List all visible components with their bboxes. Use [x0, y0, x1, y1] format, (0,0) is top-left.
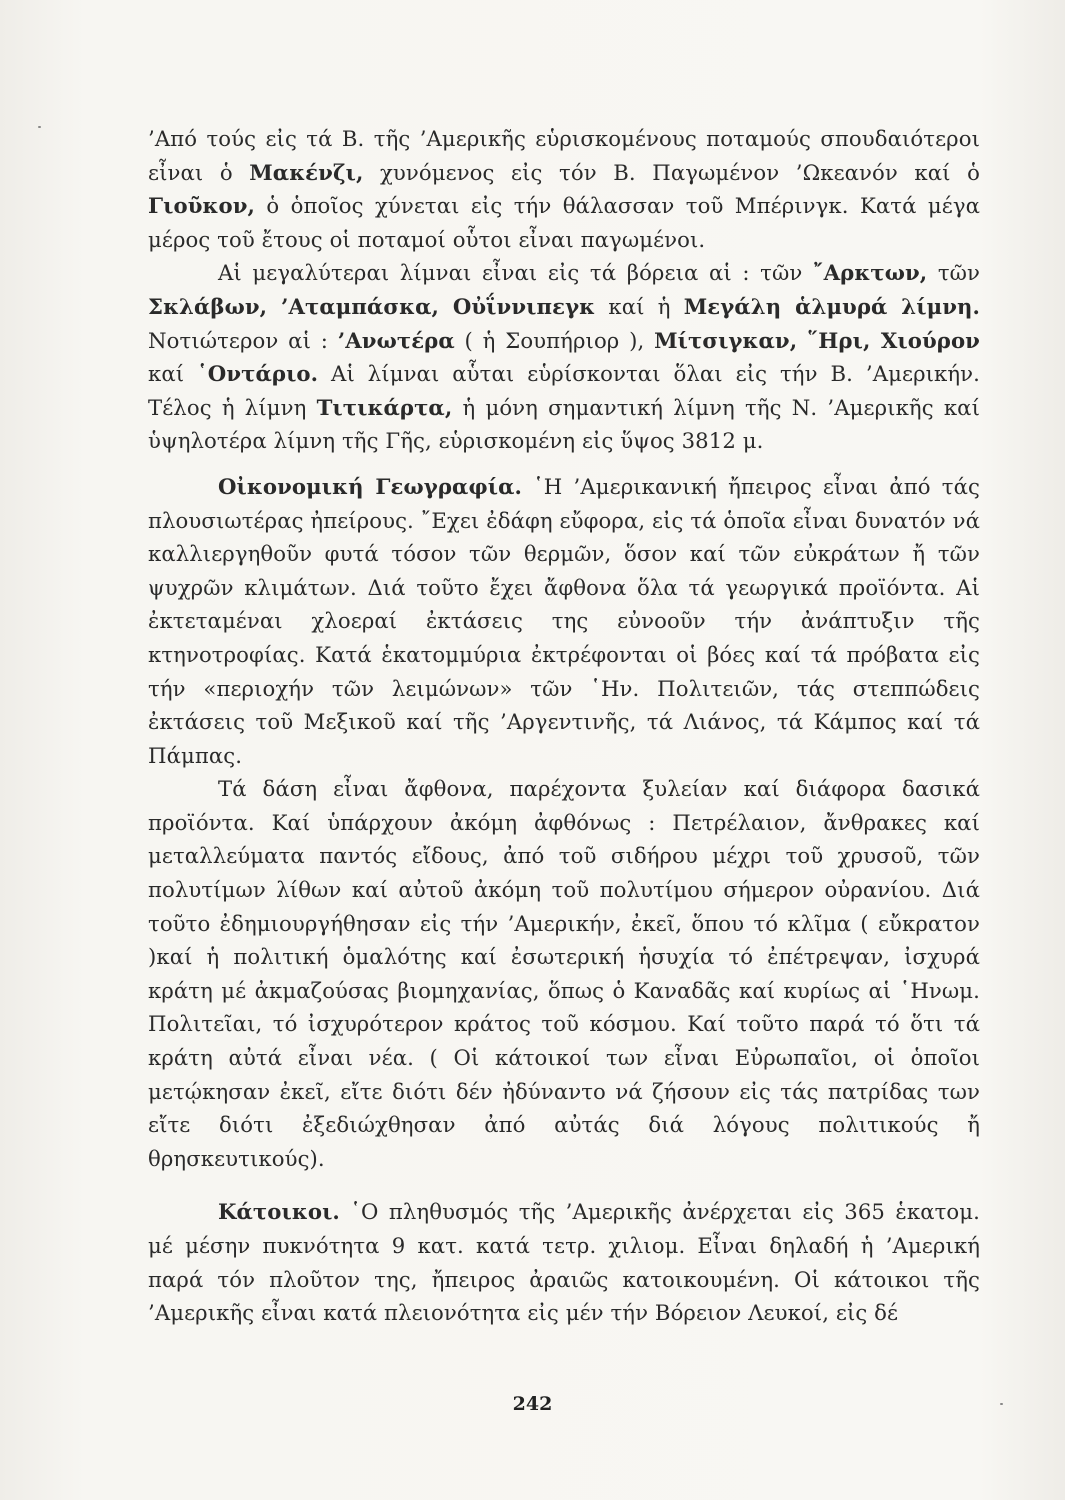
bold-term: Μακένζι, — [249, 159, 364, 185]
bold-term: ’Ανωτέρα — [337, 327, 455, 353]
bold-term: Οἰκονομική Γεωγραφία. — [218, 473, 522, 499]
text-run: χυνόμενος εἰς τόν Β. Παγωμένον ’Ωκεανόν καί ὁ — [363, 159, 980, 185]
bold-term: Μεγάλη ἁλμυρά λίμνη. — [683, 293, 980, 319]
paragraph-rivers — [148, 122, 980, 256]
bold-term: ῾Οντάριο. — [197, 361, 319, 387]
bold-term: Τιτικάρτα, — [316, 394, 453, 420]
text-run: ’Από τούς εἰς τά Β. τῆς ’Αμερικῆς εὑρισκομένους ποταμούς σπουδαιότεροι εἶναι ὁ — [148, 126, 980, 185]
text-run: ῾Η ’Αμερικανική ἤπειρος εἶναι ἀπό τάς πλουσιωτέρας ἠπείρους. ῎Εχει ἐδάφη εὔφορα, εἰς τά ὁποῖα εἶναι δυνατόν νά καλλιεργηθοῦν φυτά τόσον τῶν θερμῶν, ὅσον καί τῶν εὐκράτων ἤ τῶν ψυχρῶν κλιμάτων. Διά τοῦτο ἔχει ἄφθονα ὅλα τά γεωργικά προϊόντα. Αἱ ἐκτεταμέναι χλοεραί ἐκτάσεις της εὐνοοῦν τήν ἀνάπτυξιν τῆς κτηνοτροφίας. Κατά ἑκατομμύρια ἐκτρέφονται οἱ βόες καί τά πρόβατα εἰς τήν «περιοχήν τῶν λειμώνων» τῶν ῾Ην. Πολιτειῶν, τάς στεππώδεις ἐκτάσεις τοῦ Μεξικοῦ καί τῆς ’Αργεντινῆς, τά Λιάνος, τά Κάμπος καί τά Πάμπας. — [148, 473, 980, 768]
text-run: τῶν — [927, 260, 981, 286]
text-run: ὁ ὁποῖος χύνεται εἰς τήν θάλασσαν τοῦ Μπέρινγκ. Κατά μέγα μέρος τοῦ ἔτους οἱ ποταμοί οὗτοι εἶναι παγωμένοι. — [148, 193, 980, 252]
bold-term: Σκλάβων, ’Αταμπάσκα, Οὐΐννιπεγκ — [148, 293, 596, 319]
text-run: Αἱ μεγαλύτεραι λίμναι εἶναι εἰς τά βόρεια αἱ : τῶν — [218, 260, 813, 286]
scan-speck — [38, 126, 41, 128]
text-run: καί ἡ — [595, 293, 684, 319]
bold-term: ῎Αρκτων, — [812, 260, 928, 286]
body-text — [148, 122, 980, 1330]
text-run: ἡ μόνη σημαντική λίμνη τῆς Ν. ’Αμερικῆς καί ὑψηλοτέρα λίμνη τῆς Γῆς, εὑρισκομένη εἰς ὕψος 3812 μ. — [148, 394, 980, 454]
bold-term: Κάτοικοι. — [218, 1199, 340, 1225]
text-run: Νοτιώτερον αἱ : — [148, 327, 338, 353]
paragraph-forests-minerals — [148, 772, 980, 1175]
paragraph-inhabitants — [148, 1195, 980, 1329]
page-number: 242 — [512, 1393, 553, 1415]
paragraph-economic-geography — [148, 470, 980, 772]
text-run: καί — [148, 361, 198, 387]
scan-speck — [1000, 1403, 1003, 1405]
text-run: Αἱ λίμναι αὗται εὑρίσκονται ὅλαι εἰς τήν Β. ’Αμερικήν. Τέλος ἡ λίμνη — [148, 361, 980, 420]
bold-term: Μίτσιγκαν, ῞Ηρι, Χιούρον — [654, 327, 980, 353]
bold-term: Γιοῦκον, — [148, 193, 256, 219]
text-run: ῾Ο πληθυσμός τῆς ’Αμερικῆς ἀνέρχεται εἰς 365 ἑκατομ. μέ μέσην πυκνότητα 9 κατ. κατά τετρ. χιλιομ. Εἶναι δηλαδή ἡ ’Αμερική παρά τόν πλοῦτον της, ἤπειρος ἀραιῶς κατοικουμένη. Οἱ κάτοικοι τῆς ’Αμερικῆς εἶναι κατά πλειονότητα εἰς μέν τήν Βόρειον Λευκοί, εἰς δέ — [148, 1199, 980, 1326]
text-run: Τά δάση εἶναι ἄφθονα, παρέχοντα ξυλείαν καί διάφορα δασικά προϊόντα. Καί ὑπάρχουν ἀκόμη ἀφθόνως : Πετρέλαιον, ἄνθρακες καί μεταλλεύματα παντός εἴδους, ἀπό τοῦ σιδήρου μέχρι τοῦ χρυσοῦ, τῶν πολυτίμων λίθων καί αὐτοῦ ἀκόμη τοῦ πολυτίμου σήμερον οὐρανίου. Διά τοῦτο ἐδημιουργήθησαν εἰς τήν ’Αμερικήν, ἐκεῖ, ὅπου τό κλῖμα ( εὔκρατον )καί ἡ πολιτική ὁμαλότης καί ἐσωτερική ἡσυχία τό ἐπέτρεψαν, ἰσχυρά κράτη μέ ἀκμαζούσας βιομηχανίας, ὅπως ὁ Καναδᾶς καί κυρίως αἱ ῾Ηνωμ. Πολιτεῖαι, τό ἰσχυρότερον κράτος τοῦ κόσμου. Καί τοῦτο παρά τό ὅτι τά κράτη αὐτά εἶναι νέα. ( Οἱ κάτοικοί των εἶναι Εὐρωπαῖοι, οἱ ὁποῖοι μετῴκησαν ἐκεῖ, εἴτε διότι δέν ἠδύναντο νά ζήσουν εἰς τάς πατρίδας των εἴτε διότι ἐξεδιώχθησαν ἀπό αὐτάς διά λόγους πολιτικούς ἤ θρησκευτικούς). — [148, 776, 980, 1171]
text-run: ( ἡ Σουπήριορ ), — [454, 327, 655, 353]
paragraph-lakes — [148, 256, 980, 458]
